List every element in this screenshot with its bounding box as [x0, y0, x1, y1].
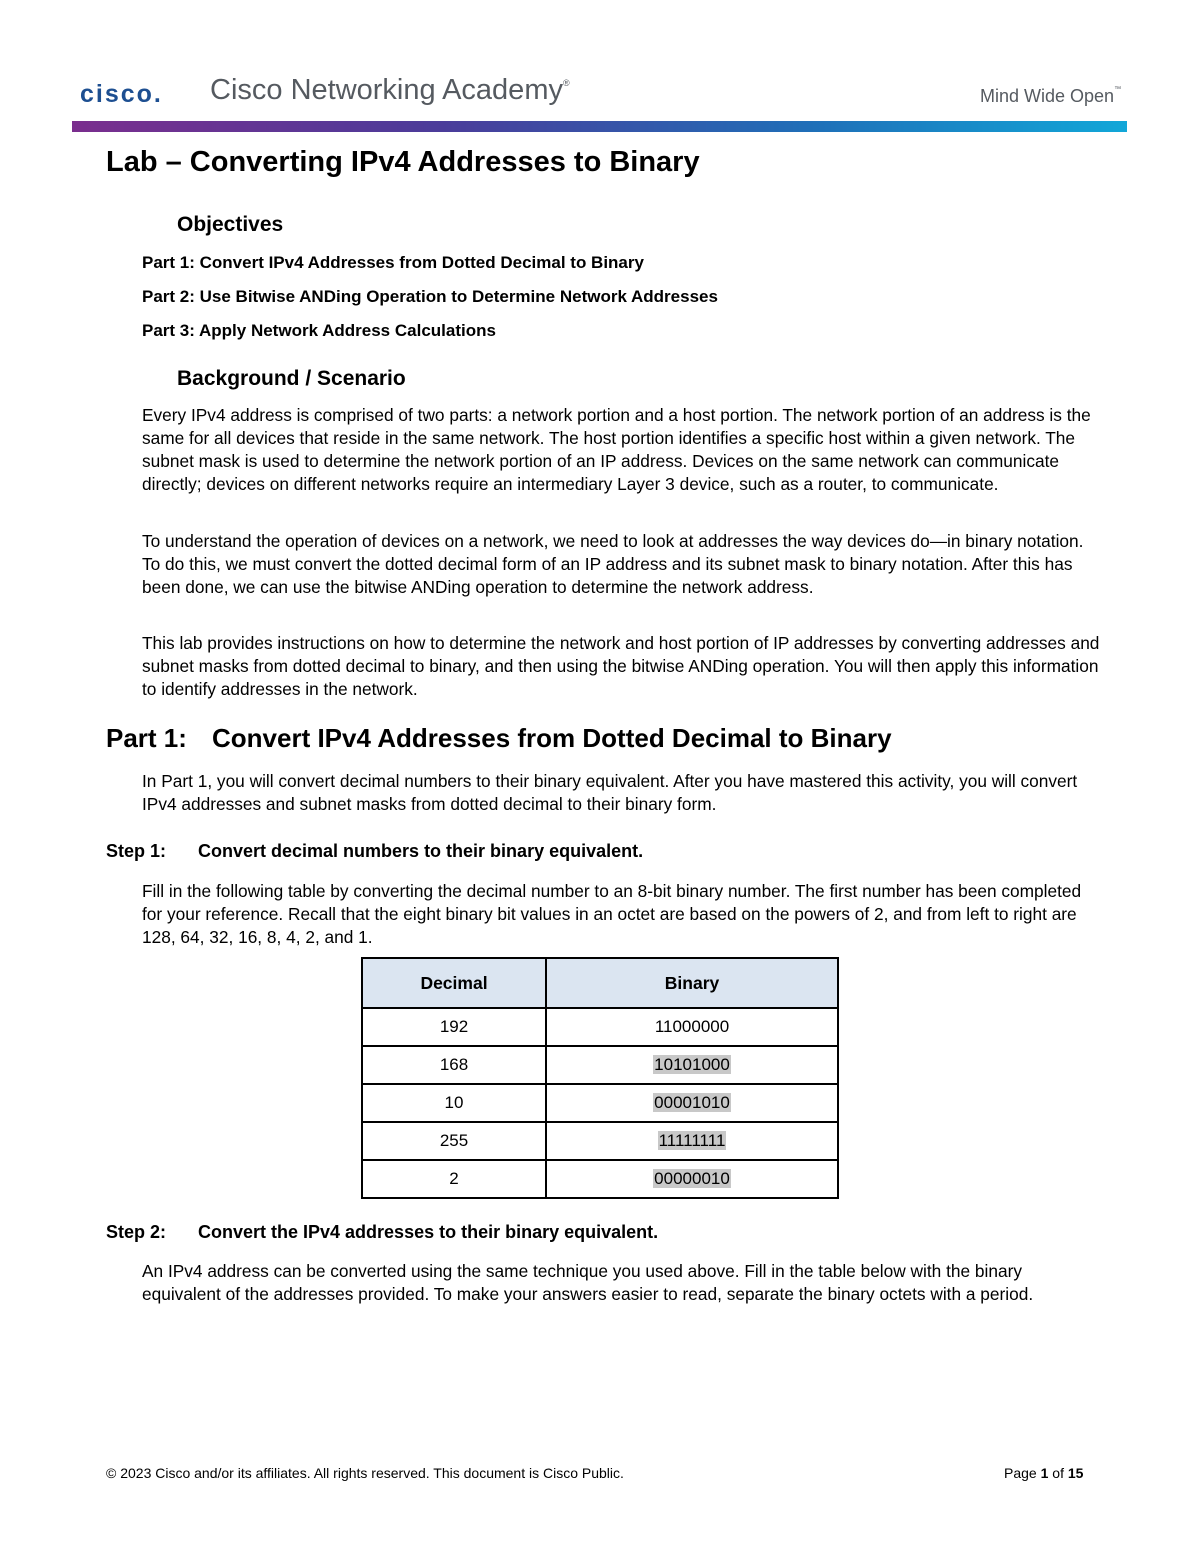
table-header-row	[362, 958, 838, 1008]
step2-heading	[106, 1222, 658, 1243]
step2-title: Convert the IPv4 addresses to their binary equivalent.	[198, 1222, 659, 1242]
objective-item: Part 2: Use Bitwise ANDing Operation to Determine Network Addresses	[142, 287, 718, 306]
objectives-heading: Objectives	[177, 213, 284, 236]
academy-title: Cisco Networking Academy®	[210, 74, 570, 106]
trademark-mark: ™	[1114, 86, 1122, 93]
decimal-cell: 192	[362, 1008, 546, 1046]
background-paragraph: This lab provides instructions on how to determine the network and host portion of IP addresses by converting addresses and subnet masks from dotted decimal to binary, and then using the bitwise ANDing operation. You will then apply this information to identify addresses in the network.	[142, 633, 1100, 699]
part1-title: Convert IPv4 Addresses from Dotted Decimal to Binary	[212, 723, 892, 753]
table-row	[362, 1008, 838, 1046]
decimal-cell: 2	[362, 1160, 546, 1198]
binary-answer-highlight: 11111111	[658, 1131, 726, 1150]
decimal-cell: 168	[362, 1046, 546, 1084]
binary-cell	[546, 1160, 838, 1198]
binary-cell	[546, 1046, 838, 1084]
binary-answer-highlight: 10101000	[654, 1055, 730, 1074]
binary-answer-highlight: 00000010	[654, 1169, 730, 1188]
part1-heading	[106, 723, 892, 754]
background-paragraph: To understand the operation of devices on a network, we need to look at addresses the way devices do—in binary notation. To do this, we must convert the dotted decimal form of an IP address and its subnet mask to binary notation. After this has been done, we can use the bitwise ANDing operation to determine the network address.	[142, 531, 1084, 597]
tagline: Mind Wide Open™	[980, 86, 1122, 106]
step1-number: Step 1:	[106, 841, 167, 861]
background-paragraph: Every IPv4 address is comprised of two parts: a network portion and a host portion. The network portion of an address is the same for all devices that reside in the same network. The host portion identifies a specific host within a given network. The subnet mask is used to determine the network portion of an IP address. Devices on the same network can communicate directly; devices on different networks require an intermediary Layer 3 device, such as a router, to communicate.	[142, 405, 1091, 494]
binary-value: 11000000	[654, 1017, 730, 1036]
header-decimal: Decimal	[362, 958, 546, 1008]
decimal-cell: 10	[362, 1084, 546, 1122]
footer-page-number: Page 1 of 15	[1004, 1465, 1084, 1481]
step1-heading	[106, 841, 643, 862]
binary-answer-highlight: 00001010	[654, 1093, 730, 1112]
step2-text: An IPv4 address can be converted using the same technique you used above. Fill in the table below with the binary equivalent of the addresses provided. To make your answers easier to read, separate the binary octets with a period.	[142, 1261, 1034, 1304]
footer-copyright: © 2023 Cisco and/or its affiliates. All rights reserved. This document is Cisco Public.	[106, 1465, 624, 1481]
cisco-logo-bars-icon	[72, 44, 184, 74]
table-row	[362, 1084, 838, 1122]
table-row	[362, 1160, 838, 1198]
table-row	[362, 1122, 838, 1160]
decimal-binary-table	[361, 957, 839, 1199]
page-title: Lab – Converting IPv4 Addresses to Binary	[106, 146, 700, 178]
binary-cell	[546, 1084, 838, 1122]
binary-cell	[546, 1008, 838, 1046]
table-row	[362, 1046, 838, 1084]
decimal-cell: 255	[362, 1122, 546, 1160]
objective-item: Part 1: Convert IPv4 Addresses from Dotted Decimal to Binary	[142, 253, 644, 272]
header-gradient-bar	[72, 121, 1127, 132]
part1-intro: In Part 1, you will convert decimal numbers to their binary equivalent. After you have mastered this activity, you will convert IPv4 addresses and subnet masks from dotted decimal to their binary form.	[142, 771, 1078, 814]
part1-number: Part 1:	[106, 723, 187, 753]
background-heading: Background / Scenario	[177, 367, 406, 390]
step2-number: Step 2:	[106, 1222, 167, 1242]
binary-cell	[546, 1122, 838, 1160]
registered-mark: ®	[562, 78, 570, 88]
objective-item: Part 3: Apply Network Address Calculations	[142, 321, 496, 340]
header-binary: Binary	[546, 958, 838, 1008]
step1-text: Fill in the following table by converting the decimal number to an 8-bit binary number. The first number has been completed for your reference. Recall that the eight binary bit values in an octet are based on the powers of 2, and from left to right are 128, 64, 32, 16, 8, 4, 2, and 1.	[142, 881, 1082, 947]
cisco-logo-word: cisco.	[80, 80, 163, 108]
step1-title: Convert decimal numbers to their binary equivalent.	[198, 841, 644, 861]
